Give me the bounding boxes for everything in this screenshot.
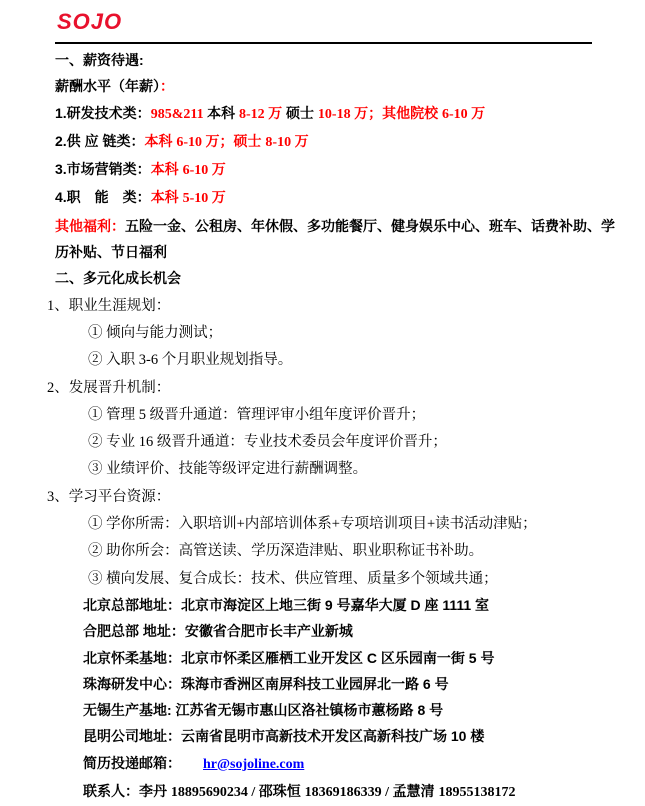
line-career-planning (47, 292, 595, 319)
line-contacts-run-2: 邵珠恒 (258, 783, 305, 800)
line-rd-tech-run-8: 6-10 (441, 106, 472, 122)
line-promotion-sub-3 (55, 455, 595, 482)
line-rd-tech-run-3: 8-12 (238, 106, 269, 122)
line-supply-chain-run-5: 万 (294, 132, 309, 149)
line-functional-run-2: 5-10 (182, 191, 212, 207)
document-body (47, 44, 615, 806)
line-functional-run-1: 本科 (150, 189, 183, 206)
line-contacts (55, 778, 595, 806)
line-addr-huairou-run-0: 北京怀柔基地：北京市怀柔区雁栖工业开发区 C 区乐园南一街 5 号 (83, 649, 495, 666)
line-addr-beijing-hq-run-0: 北京总部地址：北京市海淀区上地三街 9 号嘉华大厦 D 座 1111 室 (83, 596, 490, 613)
line-learning (47, 483, 595, 510)
line-contacts-run-0: 联系人：李丹 (83, 783, 171, 800)
line-contacts-run-3: 18369186339 / (304, 785, 393, 801)
line-rd-tech-run-0: 1.研发技术类： (55, 104, 151, 121)
line-supply-chain-run-0: 2.供 应 链类： (55, 132, 145, 149)
line-benefits-cont-run-0: 历补贴、节日福利 (55, 244, 167, 261)
line-addr-huairou (55, 645, 595, 671)
line-addr-kunming-run-0: 昆明公司地址：云南省昆明市高新技术开发区高新科技广场 10 楼 (83, 728, 485, 745)
line-addr-wuxi (55, 697, 595, 723)
line-promotion-sub-2-run-0: ② 专业 16 级晋升通道：专业技术委员会年度评价晋升； (88, 434, 447, 451)
line-addr-hefei (55, 618, 595, 644)
line-functional (55, 184, 595, 212)
line-addr-hefei-run-0: 合肥总部 地址：安徽省合肥市长丰产业新城 (83, 623, 353, 640)
line-salary-level-run-1: ： (160, 78, 174, 95)
document-header (55, 9, 595, 44)
line-learning-run-0: 3、学习平台资源： (47, 488, 171, 505)
line-email-run-0: 简历投递邮箱： (83, 754, 181, 771)
line-learning-sub-2-run-0: ② 助你所会：高管送读、学历深造津贴、职业职称证书补助。 (88, 543, 484, 560)
line-career-planning-run-0: 1、职业生涯规划： (47, 297, 171, 314)
line-benefits-run-0: 其他福利： (55, 217, 125, 234)
line-career-sub-2 (55, 346, 595, 373)
line-career-sub-2-run-0: ② 入职 3-6 个月职业规划指导。 (88, 352, 293, 369)
heading-growth-run-0: 二、多元化成长机会 (55, 270, 181, 287)
line-rd-tech-run-5: 硕士 (286, 104, 318, 121)
line-promotion-run-0: 2、发展晋升机制： (47, 379, 171, 396)
company-logo: SOJO (57, 9, 123, 34)
line-email (55, 750, 595, 778)
line-benefits (55, 213, 615, 239)
line-marketing-run-2: 6-10 (182, 163, 212, 179)
line-contacts-run-5: 18955138172 (438, 785, 516, 801)
heading-salary (55, 47, 595, 73)
line-marketing-run-0: 3.市场营销类： (55, 161, 151, 178)
line-rd-tech-run-1: 985&211 (150, 106, 208, 122)
line-addr-beijing-hq (55, 592, 595, 618)
line-promotion-sub-2 (55, 428, 595, 455)
line-contacts-run-1: 18895690234 / (170, 785, 259, 801)
line-promotion-sub-1 (55, 401, 595, 428)
line-career-sub-1-run-0: ① 倾向与能力测试； (88, 324, 223, 341)
line-marketing (55, 156, 595, 184)
line-functional-run-0: 4.职 能 类： (55, 189, 151, 206)
line-career-sub-1 (55, 319, 595, 346)
heading-salary-run-0: 一、薪资待遇: (55, 52, 144, 68)
line-rd-tech-run-4: 万 (268, 104, 287, 121)
line-rd-tech-run-7: 万；其他院校 (354, 104, 442, 121)
line-supply-chain (55, 128, 595, 156)
line-supply-chain-run-1: 本科 (144, 132, 177, 149)
line-addr-zhuhai-run-0: 珠海研发中心：珠海市香洲区南屏科技工业园屏北一路 6 号 (83, 675, 449, 692)
heading-growth (55, 265, 595, 291)
line-supply-chain-run-4: 8-10 (265, 134, 295, 150)
line-learning-sub-3 (55, 565, 595, 592)
line-contacts-run-4: 孟慧清 (392, 783, 439, 800)
line-benefits-cont (55, 239, 595, 265)
line-rd-tech-run-9: 万 (471, 104, 486, 121)
line-salary-level-run-0: 薪酬水平（年薪） (55, 78, 160, 95)
line-addr-wuxi-run-0: 无锡生产基地: 江苏省无锡市惠山区洛社镇杨市蕙杨路 8 号 (83, 702, 444, 719)
line-learning-sub-1 (55, 510, 595, 537)
line-rd-tech-run-6: 10-18 (317, 106, 355, 122)
line-learning-sub-2 (55, 537, 595, 564)
line-learning-sub-1-run-0: ① 学你所需：入职培训+内部培训体系+专项培训项目+读书活动津贴； (88, 516, 537, 533)
line-supply-chain-run-2: 6-10 (176, 134, 206, 150)
line-benefits-run-1: 五险一金、公租房、年休假、多功能餐厅、健身娱乐中心、班车、话费补助、学 (125, 217, 615, 234)
line-promotion (47, 374, 595, 401)
line-marketing-run-3: 万 (211, 161, 226, 178)
email-link[interactable]: hr@sojoline.com (203, 756, 305, 772)
line-addr-kunming (55, 723, 595, 749)
line-functional-run-3: 万 (211, 189, 226, 206)
line-promotion-sub-1-run-0: ① 管理 5 级晋升通道：管理评审小组年度评价晋升； (88, 406, 426, 423)
line-supply-chain-run-3: 万；硕士 (205, 132, 266, 149)
line-rd-tech-run-2: 本科 (207, 104, 239, 121)
line-rd-tech (55, 100, 595, 128)
line-addr-zhuhai (55, 671, 595, 697)
line-learning-sub-3-run-0: ③ 横向发展、复合成长：技术、供应管理、质量多个领域共通； (88, 570, 498, 587)
line-salary-level (55, 73, 595, 99)
line-marketing-run-1: 本科 (150, 161, 183, 178)
line-promotion-sub-3-run-0: ③ 业绩评价、技能等级评定进行薪酬调整。 (88, 461, 368, 478)
